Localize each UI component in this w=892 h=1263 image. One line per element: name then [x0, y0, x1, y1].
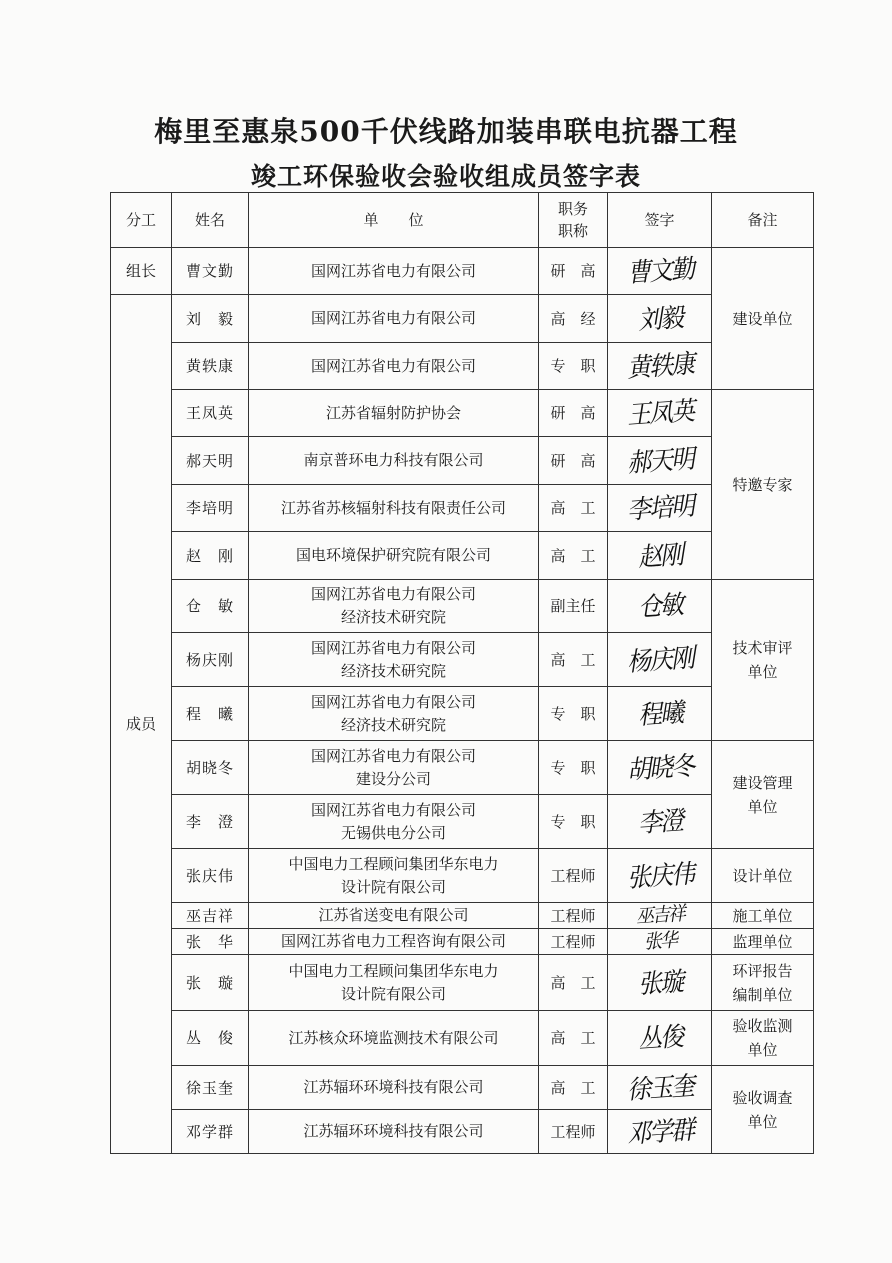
member-position: 工程师 — [539, 1110, 608, 1154]
signature-text: 仓敏 — [636, 589, 683, 623]
member-name: 李 澄 — [172, 795, 249, 849]
member-name: 邓学群 — [172, 1110, 249, 1154]
remark-line: 编制单位 — [732, 985, 793, 1004]
member-signature — [608, 295, 712, 343]
signature-text: 张庆伟 — [625, 858, 694, 893]
member-signature — [608, 437, 712, 485]
table-row — [111, 485, 814, 532]
header-row — [111, 193, 814, 248]
member-position: 工程师 — [539, 849, 608, 903]
member-unit: 国网江苏省电力有限公司 — [249, 343, 539, 390]
signature-text: 巫吉祥 — [634, 901, 685, 928]
document-subtitle: 竣工环保验收会验收组成员签字表 — [250, 162, 641, 191]
member-position: 高 工 — [539, 633, 608, 687]
header-role: 分工 — [111, 193, 172, 248]
member-position: 工程师 — [539, 903, 608, 929]
member-name: 徐玉奎 — [172, 1066, 249, 1110]
member-position: 副主任 — [539, 580, 608, 633]
remark-line: 设计单位 — [732, 866, 793, 885]
remark-line: 建设管理 — [732, 773, 793, 792]
remark-invited-experts — [712, 390, 814, 580]
member-position: 专 职 — [539, 687, 608, 741]
member-unit-line1: 国网江苏省电力有限公司 — [310, 638, 476, 657]
member-name: 张庆伟 — [172, 849, 249, 903]
member-unit: 国电环境保护研究院有限公司 — [249, 532, 539, 580]
signature-text: 李培明 — [625, 490, 694, 526]
member-position: 研 高 — [539, 390, 608, 437]
table-row — [111, 532, 814, 580]
member-unit-line2: 设计院有限公司 — [340, 877, 446, 896]
member-unit-line2: 经济技术研究院 — [340, 608, 446, 626]
member-unit: 南京普环电力科技有限公司 — [249, 437, 539, 485]
table-row — [111, 741, 814, 795]
remark-line: 建设单位 — [732, 309, 793, 328]
member-signature — [608, 849, 712, 903]
member-name: 仓 敏 — [172, 580, 249, 633]
member-name: 张 璇 — [172, 955, 249, 1011]
table-row — [111, 955, 814, 1011]
member-position: 专 职 — [539, 741, 608, 795]
table-row — [111, 795, 814, 849]
remark-line: 监理单位 — [732, 932, 793, 951]
member-signature — [608, 532, 712, 580]
remark-supervision-unit — [712, 929, 814, 955]
member-unit: 江苏辐环环境科技有限公司 — [249, 1110, 539, 1154]
member-name: 刘 毅 — [172, 295, 249, 343]
member-unit-line2: 建设分公司 — [355, 769, 431, 788]
member-unit: 江苏省苏核辐射科技有限责任公司 — [249, 485, 539, 532]
member-unit — [249, 580, 539, 633]
member-unit-line2: 经济技术研究院 — [340, 661, 446, 680]
header-signature: 签字 — [608, 193, 712, 248]
header-name: 姓名 — [172, 193, 249, 248]
table-row — [111, 295, 814, 343]
role-leader: 组长 — [111, 248, 172, 295]
header-position-line1: 职务 — [557, 200, 588, 218]
remark-eia-report-unit — [712, 955, 814, 1011]
table-row — [111, 580, 814, 633]
remark-construction-contractor — [712, 903, 814, 929]
member-name: 程 曦 — [172, 687, 249, 741]
signature-text: 刘毅 — [636, 301, 683, 336]
signature-text: 李澄 — [636, 804, 683, 839]
member-name: 黄轶康 — [172, 343, 249, 390]
member-unit: 江苏辐环环境科技有限公司 — [249, 1066, 539, 1110]
table-row — [111, 929, 814, 955]
member-unit: 国网江苏省电力有限公司 — [249, 295, 539, 343]
table-row — [111, 1011, 814, 1066]
remark-construction-management — [712, 741, 814, 849]
member-name: 杨庆刚 — [172, 633, 249, 687]
member-unit-line2: 设计院有限公司 — [340, 984, 446, 1003]
member-unit — [249, 633, 539, 687]
remark-line: 单位 — [747, 1041, 778, 1059]
member-unit — [249, 741, 539, 795]
member-name: 丛 俊 — [172, 1011, 249, 1066]
member-name: 李培明 — [172, 485, 249, 532]
member-position: 工程师 — [539, 929, 608, 955]
member-signature — [608, 1066, 712, 1110]
member-unit: 国网江苏省电力有限公司 — [249, 248, 539, 295]
member-position: 高 工 — [539, 955, 608, 1011]
member-signature — [608, 485, 712, 532]
document-title: 梅里至惠泉500千伏线路加装串联电抗器工程 — [154, 115, 738, 148]
signature-table — [110, 192, 814, 1154]
member-signature — [608, 1011, 712, 1066]
signature-text: 张华 — [642, 928, 677, 954]
member-unit-line1: 国网江苏省电力有限公司 — [310, 800, 476, 819]
member-signature — [608, 741, 712, 795]
member-unit-line1: 中国电力工程顾问集团华东电力 — [288, 961, 499, 980]
member-unit-line1: 国网江苏省电力有限公司 — [310, 585, 476, 603]
signature-text: 王凤英 — [625, 395, 694, 431]
signature-text: 杨庆刚 — [625, 642, 694, 677]
member-position: 研 高 — [539, 437, 608, 485]
signature-text: 曹文勤 — [625, 253, 694, 289]
member-name: 王凤英 — [172, 390, 249, 437]
remark-line: 验收监测 — [732, 1017, 793, 1035]
remark-line: 单位 — [747, 663, 778, 681]
member-name: 胡晓冬 — [172, 741, 249, 795]
header-unit: 单 位 — [249, 193, 539, 248]
table-row — [111, 687, 814, 741]
member-position: 专 职 — [539, 343, 608, 390]
member-position: 专 职 — [539, 795, 608, 849]
remark-line: 验收调查 — [732, 1088, 793, 1107]
member-name: 张 华 — [172, 929, 249, 955]
member-position: 研 高 — [539, 248, 608, 295]
table-row — [111, 633, 814, 687]
member-unit-line1: 国网江苏省电力有限公司 — [310, 746, 476, 765]
signature-text: 丛俊 — [636, 1021, 683, 1055]
table-row — [111, 1110, 814, 1154]
signature-text: 胡晓冬 — [625, 750, 694, 785]
signature-text: 邓学群 — [625, 1114, 694, 1149]
member-unit — [249, 687, 539, 741]
member-signature — [608, 687, 712, 741]
member-unit: 江苏核众环境监测技术有限公司 — [249, 1011, 539, 1066]
member-signature — [608, 633, 712, 687]
remark-line: 技术审评 — [732, 639, 793, 657]
member-signature — [608, 795, 712, 849]
member-signature — [608, 248, 712, 295]
signature-text: 徐玉奎 — [625, 1070, 694, 1105]
table-row — [111, 437, 814, 485]
member-unit-line1: 国网江苏省电力有限公司 — [310, 692, 476, 711]
header-remark: 备注 — [712, 193, 814, 248]
member-unit-line2: 经济技术研究院 — [340, 715, 446, 734]
remark-acceptance-survey — [712, 1066, 814, 1154]
member-signature — [608, 929, 712, 955]
member-unit — [249, 955, 539, 1011]
member-position: 高 经 — [539, 295, 608, 343]
table-row — [111, 849, 814, 903]
member-unit-line2: 无锡供电分公司 — [340, 823, 446, 842]
signature-text: 郝天明 — [625, 443, 694, 478]
table-row — [111, 1066, 814, 1110]
member-signature — [608, 1110, 712, 1154]
member-signature — [608, 580, 712, 633]
remark-line: 施工单位 — [732, 906, 793, 925]
header-position — [539, 193, 608, 248]
member-name: 赵 刚 — [172, 532, 249, 580]
signature-text: 程曦 — [636, 696, 683, 731]
member-position: 高 工 — [539, 1066, 608, 1110]
member-unit — [249, 795, 539, 849]
member-position: 高 工 — [539, 485, 608, 532]
remark-line: 单位 — [747, 797, 778, 816]
remark-line: 特邀专家 — [732, 475, 793, 494]
member-unit: 国网江苏省电力工程咨询有限公司 — [249, 929, 539, 955]
member-position: 高 工 — [539, 1011, 608, 1066]
table-row — [111, 248, 814, 295]
member-signature — [608, 903, 712, 929]
signature-text: 赵刚 — [636, 538, 683, 573]
table-row — [111, 903, 814, 929]
member-unit-line1: 中国电力工程顾问集团华东电力 — [288, 854, 499, 873]
header-position-line2: 职称 — [557, 222, 588, 240]
member-name: 曹文勤 — [172, 248, 249, 295]
remark-design-unit — [712, 849, 814, 903]
remark-line: 环评报告 — [732, 961, 793, 980]
member-unit — [249, 849, 539, 903]
table-row — [111, 390, 814, 437]
remark-technical-review — [712, 580, 814, 741]
member-unit: 江苏省送变电有限公司 — [249, 903, 539, 929]
member-signature — [608, 343, 712, 390]
member-unit: 江苏省辐射防护协会 — [249, 390, 539, 437]
signature-text: 张璇 — [636, 965, 683, 1000]
member-name: 郝天明 — [172, 437, 249, 485]
member-signature — [608, 955, 712, 1011]
member-name: 巫吉祥 — [172, 903, 249, 929]
table-row — [111, 343, 814, 390]
member-signature — [608, 390, 712, 437]
member-position: 高 工 — [539, 532, 608, 580]
signature-text: 黄轶康 — [625, 348, 694, 384]
role-member: 成员 — [111, 295, 172, 1154]
remark-acceptance-monitoring — [712, 1011, 814, 1066]
remark-construction-unit — [712, 248, 814, 390]
remark-line: 单位 — [747, 1112, 778, 1131]
